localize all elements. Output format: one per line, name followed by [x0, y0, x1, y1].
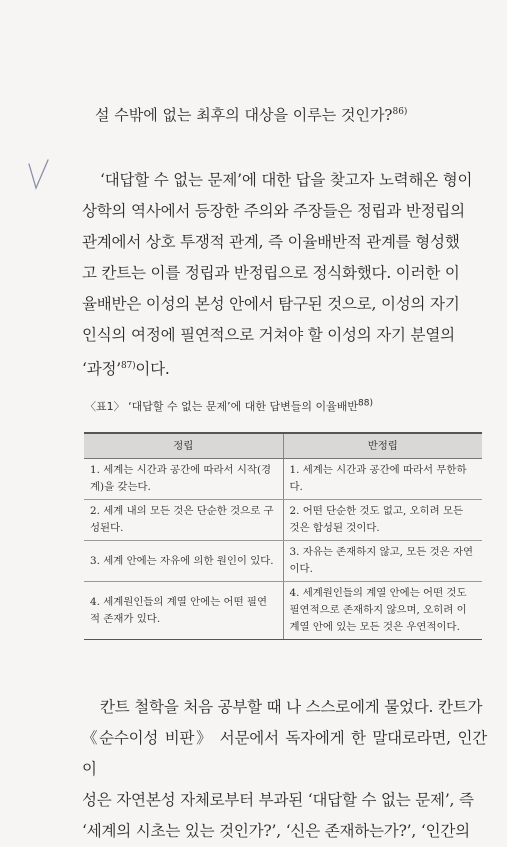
thesis-cell: 1. 세계는 시간과 공간에 따라서 시작(경계)을 갖는다.: [84, 459, 283, 500]
table-row: [84, 459, 482, 500]
table-row: [84, 541, 482, 582]
paragraph-kant-question: [82, 692, 487, 847]
antithesis-cell: 1. 세계는 시간과 공간에 따라서 무한하다.: [283, 459, 482, 500]
thesis-cell: 4. 세계원인들의 계열 안에는 어떤 필연적 존재가 있다.: [84, 582, 283, 640]
table-row: [84, 582, 482, 640]
header-antithesis: 반정립: [283, 433, 482, 459]
para2-line: 《순수이성 비판》 서문에서 독자에게 한 말대로라면, 인간 이: [82, 729, 487, 778]
caption-text: 〈표1〉 ‘대답할 수 없는 문제’에 대한 답변들의 이율배반: [85, 400, 358, 413]
para1-line: 상학의 역사에서 등장한 주의와 주장들은 정립과 반정립의: [82, 202, 465, 220]
header-thesis: 정립: [84, 433, 283, 459]
thesis-cell: 3. 세계 안에는 자유에 의한 원인이 있다.: [84, 541, 283, 582]
para1-line: 고 칸트는 이를 정립과 반정립으로 정식화했다. 이러한 이: [82, 264, 460, 282]
para1-last-pre: ‘과정’: [82, 360, 122, 379]
antithesis-cell: 4. 세계원인들의 계열 안에는 어떤 것도 필연적으로 존재하지 않으며, 오히려 이 계열 안에 있는 모든 것은 우연적이다.: [283, 582, 482, 640]
check-mark-icon: [26, 158, 52, 192]
para2-line: 성은 자연본성 자체로부터 부과된 ‘대답할 수 없는 문제’, 즉: [82, 791, 474, 809]
footnote-86: 86): [392, 107, 408, 117]
footnote-87: 87): [121, 361, 136, 371]
thesis-cell: 2. 세계 내의 모든 것은 단순한 것으로 구성된다.: [84, 500, 283, 541]
para1-line: 율배반은 이성의 본성 안에서 탐구된 것으로, 이성의 자기: [82, 295, 460, 313]
text-line-top: [95, 104, 407, 125]
para1-line: 관계에서 상호 투쟁적 관계, 즉 이율배반적 관계를 형성했: [82, 233, 460, 251]
line1-text: 설 수밖에 없는 최후의 대상을 이루는 것인가?: [95, 106, 393, 124]
table-header-row: [84, 433, 482, 459]
antinomy-table: [84, 432, 482, 640]
para2-line: ‘세계의 시초는 있는 것인가?’, ‘신은 존재하는가?’, ‘인간의: [82, 822, 470, 840]
antithesis-cell: 2. 어떤 단순한 것도 없고, 오히려 모든 것은 합성된 것이다.: [283, 500, 482, 541]
footnote-88: 88): [358, 398, 373, 409]
table-row: [84, 500, 482, 541]
para1-line: 인식의 여정에 필연적으로 거쳐야 할 이성의 자기 분열의: [82, 326, 455, 344]
paragraph-antinomy: [82, 165, 487, 385]
table-caption: [85, 398, 373, 414]
para2-line: 칸트 철학을 처음 공부할 때 나 스스로에게 물었다. 칸트가: [100, 698, 483, 716]
para1-last-line: [82, 351, 487, 385]
para1-last-post: 이다.: [135, 360, 170, 379]
para1-line: ‘대답할 수 없는 문제’에 대한 답을 찾고자 노력해온 형이: [100, 171, 473, 189]
antithesis-cell: 3. 자유는 존재하지 않고, 모든 것은 자연이다.: [283, 541, 482, 582]
